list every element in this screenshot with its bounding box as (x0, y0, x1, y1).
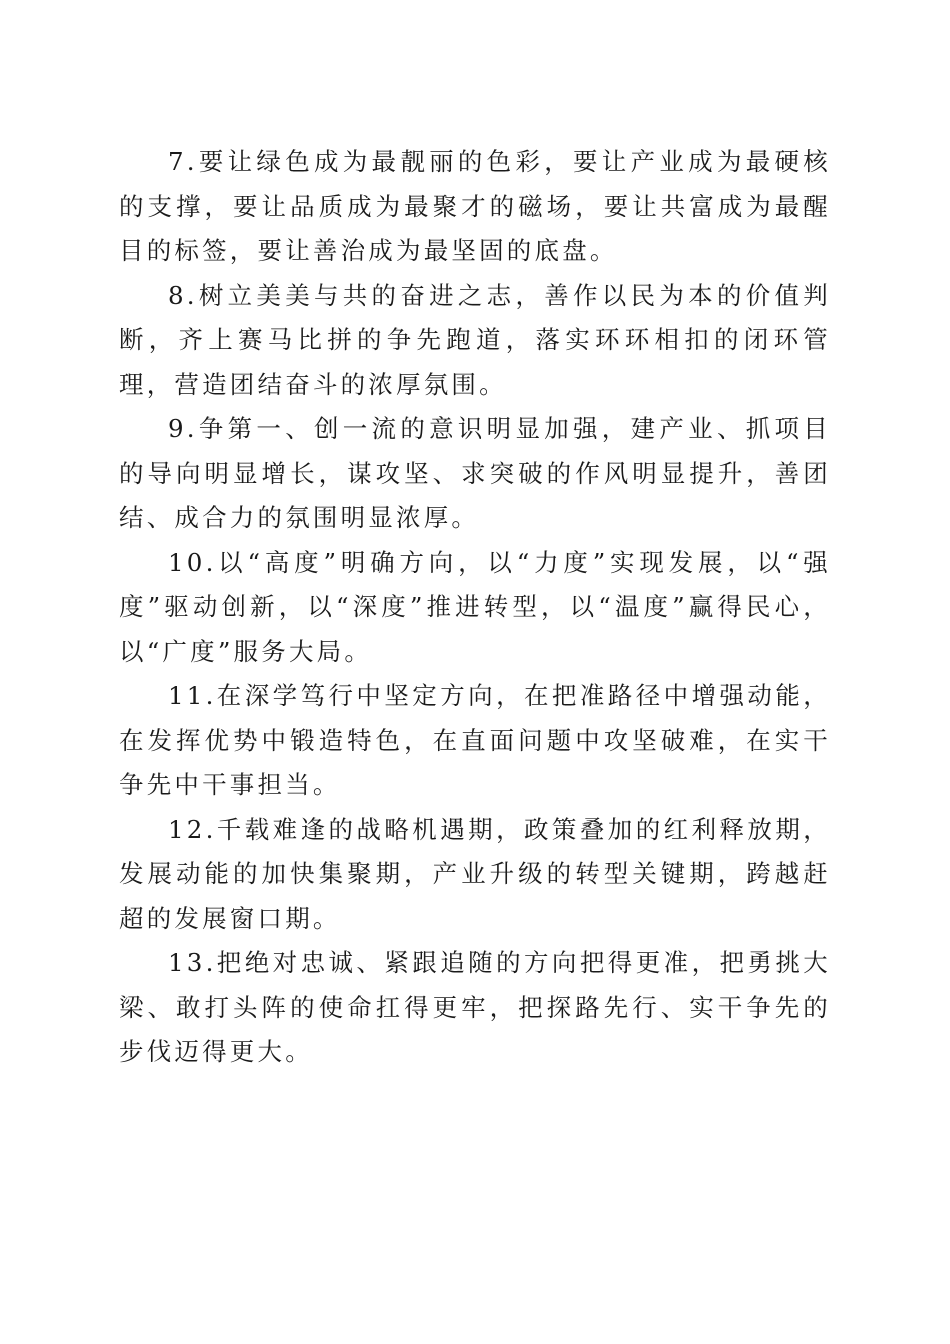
paragraph-13: 13.把绝对忠诚、紧跟追随的方向把得更准，把勇挑大梁、敢打头阵的使命扛得更牢，把探路先行、实干争先的步伐迈得更大。 (119, 948, 831, 1066)
paragraph-11: 11.在深学笃行中坚定方向，在把准路径中增强动能，在发挥优势中锻造特色，在直面问题中攻坚破难，在实干争先中干事担当。 (119, 681, 831, 799)
paragraph-10: 10.以“高度”明确方向，以“力度”实现发展，以“强度”驱动创新，以“深度”推进转型，以“温度”赢得民心，以“广度”服务大局。 (119, 547, 831, 666)
paragraph-7: 7.要让绿色成为最靓丽的色彩，要让产业成为最硬核的支撑，要让品质成为最聚才的磁场，要让共富成为最醒目的标签，要让善治成为最坚固的底盘。 (119, 147, 831, 265)
paragraph-9: 9.争第一、创一流的意识明显加强，建产业、抓项目的导向明显增长，谋攻坚、求突破的作风明显提升，善团结、成合力的氛围明显浓厚。 (119, 414, 831, 532)
paragraph-12: 12.千载难逢的战略机遇期，政策叠加的红利释放期，发展动能的加快集聚期，产业升级的转型关键期，跨越赶超的发展窗口期。 (119, 814, 831, 933)
paragraph-8: 8.树立美美与共的奋进之志，善作以民为本的价值判断，齐上赛马比拼的争先跑道，落实环环相扣的闭环管理，营造团结奋斗的浓厚氛围。 (119, 280, 831, 399)
document-body (119, 140, 831, 1075)
